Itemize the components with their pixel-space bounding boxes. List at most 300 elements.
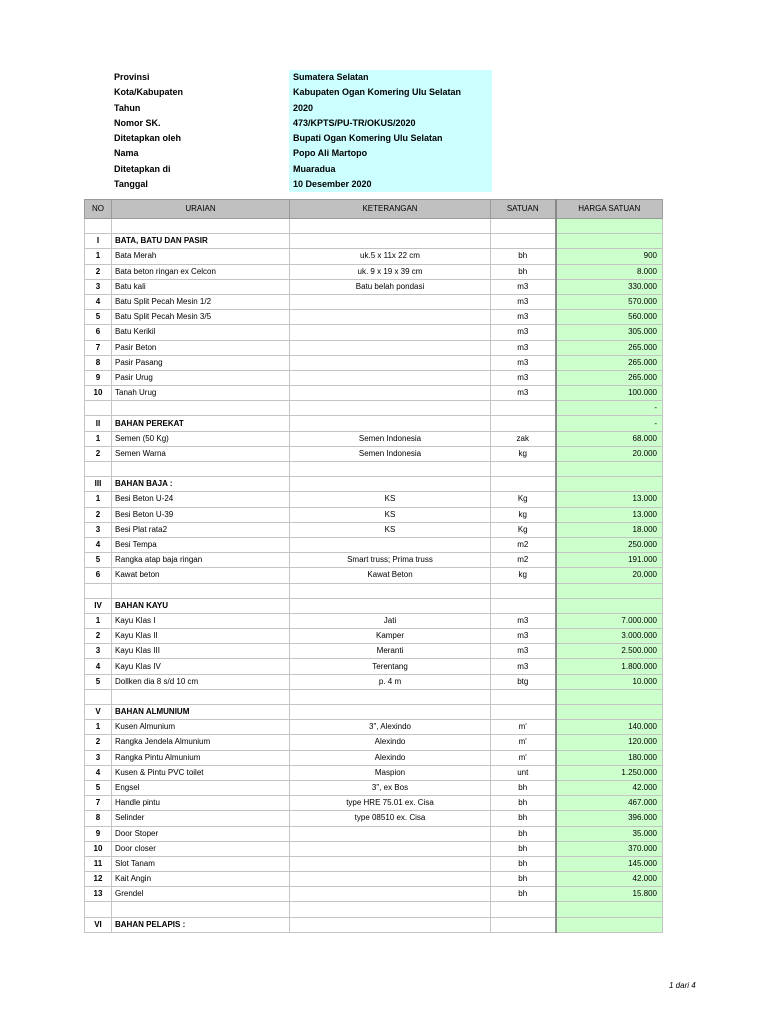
info-row xyxy=(110,146,492,161)
cell-keterangan xyxy=(290,598,491,613)
table-row xyxy=(85,325,663,340)
cell-harga-satuan: 560.000 xyxy=(556,310,663,325)
table-header-row xyxy=(85,200,663,219)
cell-keterangan: 3", Alexindo xyxy=(290,720,491,735)
table-row xyxy=(85,856,663,871)
cell-harga-satuan: 250.000 xyxy=(556,537,663,552)
cell-no: 7 xyxy=(85,340,112,355)
cell-harga-satuan xyxy=(556,477,663,492)
cell-uraian: Bata beton ringan ex Celcon xyxy=(112,264,290,279)
cell-satuan xyxy=(491,416,556,431)
cell-no: I xyxy=(85,234,112,249)
cell-keterangan xyxy=(290,856,491,871)
cell-uraian: Slot Tanam xyxy=(112,856,290,871)
cell-no: II xyxy=(85,416,112,431)
cell-keterangan: uk.5 x 11x 22 cm xyxy=(290,249,491,264)
cell-no: VI xyxy=(85,917,112,932)
cell-no: 5 xyxy=(85,310,112,325)
cell-keterangan: Kamper xyxy=(290,629,491,644)
cell-satuan: m3 xyxy=(491,644,556,659)
cell-harga-satuan: 20.000 xyxy=(556,446,663,461)
cell-harga-satuan xyxy=(556,462,663,477)
cell-uraian: Semen (50 Kg) xyxy=(112,431,290,446)
cell-satuan xyxy=(491,689,556,704)
cell-satuan: m2 xyxy=(491,537,556,552)
cell-satuan: bh xyxy=(491,856,556,871)
table-row xyxy=(85,492,663,507)
cell-satuan: bh xyxy=(491,780,556,795)
table-row xyxy=(85,294,663,309)
cell-no: 5 xyxy=(85,780,112,795)
cell-harga-satuan: 20.000 xyxy=(556,568,663,583)
cell-no: 3 xyxy=(85,279,112,294)
info-label: Ditetapkan di xyxy=(114,163,171,174)
cell-uraian: Pasir Pasang xyxy=(112,355,290,370)
cell-uraian: BAHAN PEREKAT xyxy=(112,416,290,431)
table-row xyxy=(85,537,663,552)
spacer-row xyxy=(85,462,663,477)
cell-harga-satuan: 1.800.000 xyxy=(556,659,663,674)
table-row xyxy=(85,264,663,279)
cell-keterangan xyxy=(290,826,491,841)
cell-keterangan: Meranti xyxy=(290,644,491,659)
cell-harga-satuan: 370.000 xyxy=(556,841,663,856)
cell-keterangan xyxy=(290,234,491,249)
info-label: Nama xyxy=(114,148,139,159)
cell-satuan xyxy=(491,598,556,613)
cell-harga-satuan: - xyxy=(556,416,663,431)
cell-satuan: m3 xyxy=(491,310,556,325)
cell-no xyxy=(85,462,112,477)
cell-satuan xyxy=(491,219,556,234)
cell-keterangan xyxy=(290,887,491,902)
cell-harga-satuan: 145.000 xyxy=(556,856,663,871)
cell-uraian: Kayu Klas III xyxy=(112,644,290,659)
table-row xyxy=(85,446,663,461)
header-satuan: SATUAN xyxy=(491,200,556,219)
table-row xyxy=(85,780,663,795)
spacer-row xyxy=(85,219,663,234)
info-label: Tahun xyxy=(114,102,141,113)
cell-harga-satuan xyxy=(556,902,663,917)
cell-uraian: Grendel xyxy=(112,887,290,902)
cell-keterangan xyxy=(290,705,491,720)
info-value: Muaradua xyxy=(289,162,492,177)
cell-harga-satuan: 10.000 xyxy=(556,674,663,689)
cell-uraian: Kait Angin xyxy=(112,872,290,887)
cell-no: 1 xyxy=(85,431,112,446)
cell-satuan: m3 xyxy=(491,279,556,294)
cell-harga-satuan: 900 xyxy=(556,249,663,264)
cell-no: 11 xyxy=(85,856,112,871)
section-row xyxy=(85,598,663,613)
cell-satuan: bh xyxy=(491,887,556,902)
cell-uraian: Batu Split Pecah Mesin 3/5 xyxy=(112,310,290,325)
cell-keterangan xyxy=(290,841,491,856)
cell-harga-satuan: 120.000 xyxy=(556,735,663,750)
cell-satuan: bh xyxy=(491,264,556,279)
info-row xyxy=(110,177,492,192)
cell-harga-satuan: 2.500.000 xyxy=(556,644,663,659)
cell-satuan: m3 xyxy=(491,294,556,309)
cell-harga-satuan: 7.000.000 xyxy=(556,613,663,628)
table-row xyxy=(85,872,663,887)
cell-keterangan xyxy=(290,386,491,401)
table-row xyxy=(85,613,663,628)
cell-keterangan xyxy=(290,689,491,704)
cell-harga-satuan: 330.000 xyxy=(556,279,663,294)
cell-no: 2 xyxy=(85,507,112,522)
cell-satuan xyxy=(491,705,556,720)
cell-keterangan xyxy=(290,416,491,431)
cell-harga-satuan: 305.000 xyxy=(556,325,663,340)
cell-keterangan xyxy=(290,401,491,416)
cell-satuan: Kg xyxy=(491,492,556,507)
cell-uraian: BAHAN KAYU xyxy=(112,598,290,613)
cell-keterangan: Semen Indonesia xyxy=(290,446,491,461)
cell-harga-satuan: 8.000 xyxy=(556,264,663,279)
cell-no: III xyxy=(85,477,112,492)
cell-no: 4 xyxy=(85,765,112,780)
cell-uraian xyxy=(112,902,290,917)
cell-keterangan xyxy=(290,294,491,309)
cell-harga-satuan: 13.000 xyxy=(556,507,663,522)
cell-no xyxy=(85,219,112,234)
info-row xyxy=(110,70,492,85)
cell-uraian: Handle pintu xyxy=(112,796,290,811)
table-row xyxy=(85,720,663,735)
cell-harga-satuan: 467.000 xyxy=(556,796,663,811)
cell-satuan xyxy=(491,462,556,477)
cell-uraian: Semen Warna xyxy=(112,446,290,461)
table-row xyxy=(85,431,663,446)
cell-uraian xyxy=(112,219,290,234)
cell-no xyxy=(85,583,112,598)
cell-harga-satuan xyxy=(556,705,663,720)
page-number: 1 dari 4 xyxy=(669,981,696,990)
cell-harga-satuan: 191.000 xyxy=(556,553,663,568)
cell-satuan: m' xyxy=(491,750,556,765)
cell-uraian: Rangka Pintu Almunium xyxy=(112,750,290,765)
cell-no: 10 xyxy=(85,841,112,856)
cell-satuan: m' xyxy=(491,720,556,735)
cell-satuan xyxy=(491,917,556,932)
cell-uraian xyxy=(112,462,290,477)
cell-uraian: Besi Beton U-39 xyxy=(112,507,290,522)
cell-uraian: Kusen & Pintu PVC toilet xyxy=(112,765,290,780)
table-row xyxy=(85,826,663,841)
info-label: Kota/Kabupaten xyxy=(114,87,184,98)
cell-keterangan: Semen Indonesia xyxy=(290,431,491,446)
cell-satuan: m3 xyxy=(491,386,556,401)
cell-harga-satuan: 265.000 xyxy=(556,355,663,370)
cell-satuan: m3 xyxy=(491,325,556,340)
cell-satuan: btg xyxy=(491,674,556,689)
cell-satuan: bh xyxy=(491,826,556,841)
cell-no: 4 xyxy=(85,294,112,309)
cell-satuan: m3 xyxy=(491,613,556,628)
cell-harga-satuan: 13.000 xyxy=(556,492,663,507)
cell-harga-satuan xyxy=(556,583,663,598)
cell-satuan xyxy=(491,234,556,249)
spacer-row xyxy=(85,689,663,704)
cell-harga-satuan xyxy=(556,234,663,249)
info-value: Kabupaten Ogan Komering Ulu Selatan xyxy=(289,85,492,100)
cell-satuan xyxy=(491,477,556,492)
cell-uraian: Batu kali xyxy=(112,279,290,294)
cell-harga-satuan: 180.000 xyxy=(556,750,663,765)
cell-keterangan: uk. 9 x 19 x 39 cm xyxy=(290,264,491,279)
cell-no: 9 xyxy=(85,370,112,385)
cell-keterangan: type 08510 ex. Cisa xyxy=(290,811,491,826)
table-row xyxy=(85,507,663,522)
cell-satuan: m' xyxy=(491,735,556,750)
table-row xyxy=(85,340,663,355)
info-value: Bupati Ogan Komering Ulu Selatan xyxy=(289,131,492,146)
cell-satuan: m3 xyxy=(491,340,556,355)
cell-no: 2 xyxy=(85,629,112,644)
section-row xyxy=(85,705,663,720)
cell-no: 3 xyxy=(85,522,112,537)
cell-no xyxy=(85,902,112,917)
cell-uraian: Kayu Klas IV xyxy=(112,659,290,674)
info-row xyxy=(110,116,492,131)
cell-uraian: Tanah Urug xyxy=(112,386,290,401)
cell-keterangan xyxy=(290,340,491,355)
cell-harga-satuan: 1.250.000 xyxy=(556,765,663,780)
info-label: Nomor SK. xyxy=(114,117,161,128)
cell-no: 12 xyxy=(85,872,112,887)
cell-uraian xyxy=(112,689,290,704)
cell-keterangan xyxy=(290,583,491,598)
cell-uraian: Selinder xyxy=(112,811,290,826)
table-row xyxy=(85,279,663,294)
cell-keterangan xyxy=(290,872,491,887)
cell-no: 6 xyxy=(85,568,112,583)
info-value: 2020 xyxy=(289,101,492,116)
cell-keterangan: KS xyxy=(290,522,491,537)
spacer-row xyxy=(85,401,663,416)
cell-satuan: bh xyxy=(491,872,556,887)
cell-uraian: Door Stoper xyxy=(112,826,290,841)
cell-satuan: Kg xyxy=(491,522,556,537)
cell-harga-satuan: 42.000 xyxy=(556,872,663,887)
cell-harga-satuan: 140.000 xyxy=(556,720,663,735)
cell-harga-satuan xyxy=(556,219,663,234)
cell-harga-satuan: 15.800 xyxy=(556,887,663,902)
cell-satuan: kg xyxy=(491,568,556,583)
cell-keterangan xyxy=(290,219,491,234)
header-harga-satuan: HARGA SATUAN xyxy=(556,200,663,219)
cell-uraian: Rangka Jendela Almunium xyxy=(112,735,290,750)
cell-keterangan xyxy=(290,917,491,932)
cell-uraian: Engsel xyxy=(112,780,290,795)
table-row xyxy=(85,659,663,674)
cell-no: 4 xyxy=(85,537,112,552)
cell-keterangan: 3", ex Bos xyxy=(290,780,491,795)
cell-harga-satuan: 570.000 xyxy=(556,294,663,309)
cell-satuan: m3 xyxy=(491,629,556,644)
cell-keterangan: type HRE 75.01 ex. Cisa xyxy=(290,796,491,811)
cell-uraian: Pasir Urug xyxy=(112,370,290,385)
cell-keterangan: p. 4 m xyxy=(290,674,491,689)
cell-keterangan: Terentang xyxy=(290,659,491,674)
cell-no xyxy=(85,401,112,416)
cell-uraian: Batu Split Pecah Mesin 1/2 xyxy=(112,294,290,309)
cell-harga-satuan: - xyxy=(556,401,663,416)
cell-no: 1 xyxy=(85,613,112,628)
section-row xyxy=(85,416,663,431)
cell-uraian xyxy=(112,583,290,598)
table-row xyxy=(85,522,663,537)
cell-no xyxy=(85,689,112,704)
info-row xyxy=(110,131,492,146)
header-uraian: URAIAN xyxy=(112,200,290,219)
cell-harga-satuan xyxy=(556,689,663,704)
price-table xyxy=(84,199,663,933)
cell-harga-satuan xyxy=(556,917,663,932)
cell-satuan: kg xyxy=(491,507,556,522)
info-row xyxy=(110,85,492,100)
info-value: Popo Ali Martopo xyxy=(289,146,492,161)
cell-keterangan: Maspion xyxy=(290,765,491,780)
info-row xyxy=(110,162,492,177)
table-row xyxy=(85,310,663,325)
cell-uraian xyxy=(112,401,290,416)
cell-no: 5 xyxy=(85,674,112,689)
table-row xyxy=(85,568,663,583)
cell-no: 10 xyxy=(85,386,112,401)
cell-keterangan xyxy=(290,310,491,325)
cell-keterangan: KS xyxy=(290,492,491,507)
cell-uraian: BAHAN PELAPIS : xyxy=(112,917,290,932)
cell-keterangan: Jati xyxy=(290,613,491,628)
spacer-row xyxy=(85,583,663,598)
info-label: Ditetapkan oleh xyxy=(114,133,182,144)
table-row xyxy=(85,644,663,659)
info-row xyxy=(110,101,492,116)
cell-satuan xyxy=(491,583,556,598)
info-label: Provinsi xyxy=(114,72,150,82)
cell-harga-satuan: 265.000 xyxy=(556,370,663,385)
cell-satuan: bh xyxy=(491,249,556,264)
cell-harga-satuan: 100.000 xyxy=(556,386,663,401)
cell-satuan: bh xyxy=(491,796,556,811)
cell-keterangan xyxy=(290,370,491,385)
cell-no: 7 xyxy=(85,796,112,811)
cell-keterangan xyxy=(290,355,491,370)
cell-no: 8 xyxy=(85,355,112,370)
table-row xyxy=(85,750,663,765)
cell-uraian: Bata Merah xyxy=(112,249,290,264)
cell-uraian: BAHAN ALMUNIUM xyxy=(112,705,290,720)
cell-uraian: Kawat beton xyxy=(112,568,290,583)
cell-satuan: bh xyxy=(491,811,556,826)
cell-harga-satuan: 35.000 xyxy=(556,826,663,841)
cell-uraian: Dollken dia 8 s/d 10 cm xyxy=(112,674,290,689)
table-row xyxy=(85,765,663,780)
cell-no: 9 xyxy=(85,826,112,841)
cell-no: 2 xyxy=(85,446,112,461)
cell-harga-satuan: 42.000 xyxy=(556,780,663,795)
header-keterangan: KETERANGAN xyxy=(290,200,491,219)
table-row xyxy=(85,355,663,370)
cell-harga-satuan: 3.000.000 xyxy=(556,629,663,644)
cell-no: 5 xyxy=(85,553,112,568)
table-row xyxy=(85,674,663,689)
cell-no: 8 xyxy=(85,811,112,826)
cell-uraian: Besi Tempa xyxy=(112,537,290,552)
cell-uraian: Pasir Beton xyxy=(112,340,290,355)
header-no: NO xyxy=(85,200,112,219)
cell-uraian: Kayu Klas I xyxy=(112,613,290,628)
cell-no: 2 xyxy=(85,264,112,279)
table-row xyxy=(85,841,663,856)
spacer-row xyxy=(85,902,663,917)
cell-no: 3 xyxy=(85,644,112,659)
cell-harga-satuan: 265.000 xyxy=(556,340,663,355)
cell-uraian: BAHAN BAJA : xyxy=(112,477,290,492)
cell-no: 1 xyxy=(85,720,112,735)
cell-satuan: m3 xyxy=(491,355,556,370)
cell-uraian: Batu Kerikil xyxy=(112,325,290,340)
cell-harga-satuan: 68.000 xyxy=(556,431,663,446)
cell-no: IV xyxy=(85,598,112,613)
cell-satuan: unt xyxy=(491,765,556,780)
cell-no: 6 xyxy=(85,325,112,340)
cell-harga-satuan: 396.000 xyxy=(556,811,663,826)
cell-keterangan: KS xyxy=(290,507,491,522)
cell-satuan: zak xyxy=(491,431,556,446)
cell-keterangan xyxy=(290,537,491,552)
table-row xyxy=(85,370,663,385)
cell-satuan xyxy=(491,902,556,917)
cell-no: 2 xyxy=(85,735,112,750)
table-row xyxy=(85,629,663,644)
cell-satuan: kg xyxy=(491,446,556,461)
cell-uraian: Besi Beton U-24 xyxy=(112,492,290,507)
cell-keterangan: Kawat Beton xyxy=(290,568,491,583)
table-row xyxy=(85,386,663,401)
table-row xyxy=(85,887,663,902)
cell-keterangan xyxy=(290,477,491,492)
section-row xyxy=(85,917,663,932)
table-row xyxy=(85,735,663,750)
info-value: Sumatera Selatan xyxy=(289,70,492,85)
section-row xyxy=(85,234,663,249)
cell-satuan xyxy=(491,401,556,416)
table-row xyxy=(85,553,663,568)
info-value: 10 Desember 2020 xyxy=(289,177,492,192)
table-row xyxy=(85,811,663,826)
cell-uraian: Besi Plat rata2 xyxy=(112,522,290,537)
cell-no: 3 xyxy=(85,750,112,765)
cell-no: 1 xyxy=(85,249,112,264)
cell-keterangan: Alexindo xyxy=(290,750,491,765)
cell-satuan: m3 xyxy=(491,659,556,674)
cell-harga-satuan: 18.000 xyxy=(556,522,663,537)
cell-satuan: m3 xyxy=(491,370,556,385)
cell-no: 13 xyxy=(85,887,112,902)
table-row xyxy=(85,249,663,264)
cell-no: 4 xyxy=(85,659,112,674)
section-row xyxy=(85,477,663,492)
cell-keterangan xyxy=(290,902,491,917)
cell-harga-satuan xyxy=(556,598,663,613)
cell-keterangan: Smart truss; Prima truss xyxy=(290,553,491,568)
cell-uraian: Kusen Almunium xyxy=(112,720,290,735)
cell-no: V xyxy=(85,705,112,720)
